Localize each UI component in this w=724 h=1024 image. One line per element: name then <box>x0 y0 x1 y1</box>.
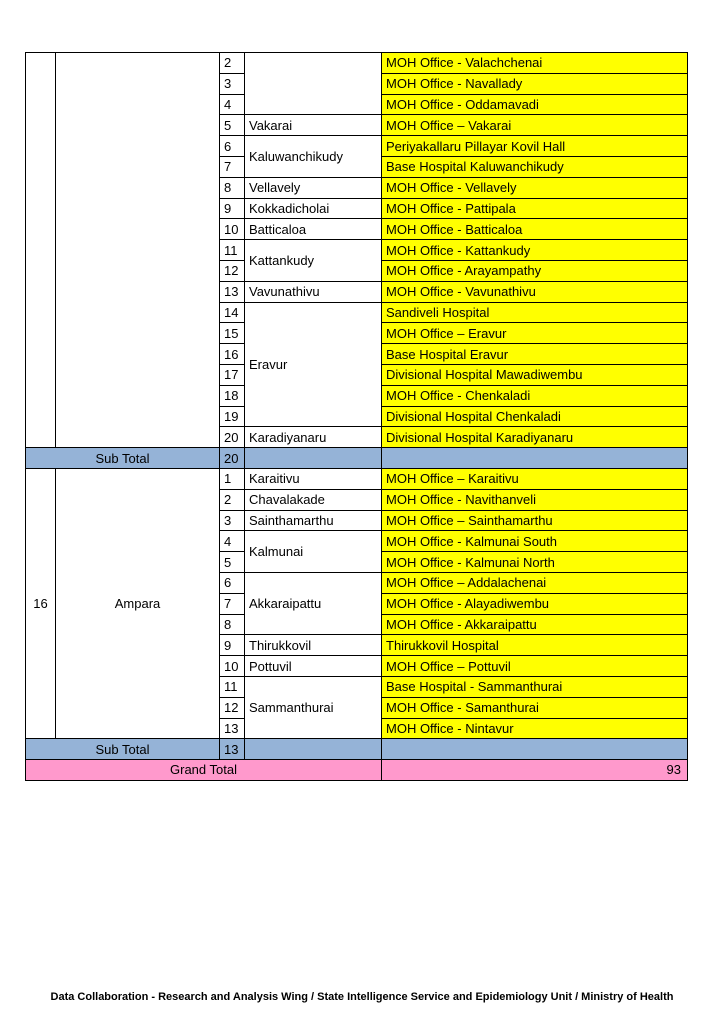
centre-name: Periyakallaru Pillayar Kovil Hall <box>382 136 688 157</box>
grand-total-value: 93 <box>382 760 688 781</box>
row-number: 14 <box>220 302 245 323</box>
district-cell <box>56 53 220 448</box>
district-cell: Ampara <box>56 468 220 738</box>
centre-name: Divisional Hospital Karadiyanaru <box>382 427 688 448</box>
moh-area: Sammanthurai <box>245 676 382 738</box>
row-number: 15 <box>220 323 245 344</box>
row-number: 10 <box>220 219 245 240</box>
centre-name: MOH Office - Valachchenai <box>382 53 688 74</box>
subtotal-value: 20 <box>220 448 245 469</box>
row-number: 2 <box>220 53 245 74</box>
row-number: 7 <box>220 593 245 614</box>
row-number: 20 <box>220 427 245 448</box>
row-number: 12 <box>220 697 245 718</box>
moh-area: Sainthamarthu <box>245 510 382 531</box>
district-no-cell <box>26 53 56 448</box>
row-number: 11 <box>220 240 245 261</box>
centre-name: MOH Office - Batticaloa <box>382 219 688 240</box>
subtotal-row <box>26 448 688 469</box>
moh-area: Kokkadicholai <box>245 198 382 219</box>
row-number: 8 <box>220 177 245 198</box>
vaccination-centres-table <box>25 52 688 781</box>
centre-name: MOH Office - Chenkaladi <box>382 385 688 406</box>
centre-name: MOH Office - Vavunathivu <box>382 281 688 302</box>
centre-name: MOH Office - Navithanveli <box>382 489 688 510</box>
subtotal-blank <box>382 739 688 760</box>
row-number: 13 <box>220 281 245 302</box>
centre-name: MOH Office – Sainthamarthu <box>382 510 688 531</box>
centre-name: Divisional Hospital Mawadiwembu <box>382 364 688 385</box>
row-number: 8 <box>220 614 245 635</box>
centre-name: MOH Office – Karaitivu <box>382 468 688 489</box>
centre-name: MOH Office - Kattankudy <box>382 240 688 261</box>
row-number: 12 <box>220 260 245 281</box>
centre-name: MOH Office – Addalachenai <box>382 572 688 593</box>
subtotal-label: Sub Total <box>26 739 220 760</box>
moh-area: Kaluwanchikudy <box>245 136 382 178</box>
centre-name: MOH Office - Oddamavadi <box>382 94 688 115</box>
subtotal-label: Sub Total <box>26 448 220 469</box>
subtotal-blank <box>382 448 688 469</box>
row-number: 19 <box>220 406 245 427</box>
centre-name: Divisional Hospital Chenkaladi <box>382 406 688 427</box>
centre-name: MOH Office – Vakarai <box>382 115 688 136</box>
centre-name: MOH Office - Alayadiwembu <box>382 593 688 614</box>
centre-name: MOH Office - Nintavur <box>382 718 688 739</box>
row-number: 6 <box>220 136 245 157</box>
centre-name: MOH Office - Samanthurai <box>382 697 688 718</box>
subtotal-value: 13 <box>220 739 245 760</box>
centre-name: Sandiveli Hospital <box>382 302 688 323</box>
centre-name: MOH Office - Arayampathy <box>382 260 688 281</box>
moh-area: Thirukkovil <box>245 635 382 656</box>
subtotal-row <box>26 739 688 760</box>
centre-name: MOH Office – Eravur <box>382 323 688 344</box>
centre-name: Base Hospital Kaluwanchikudy <box>382 156 688 177</box>
subtotal-blank <box>245 739 382 760</box>
row-number: 9 <box>220 635 245 656</box>
row-number: 7 <box>220 156 245 177</box>
centre-name: MOH Office - Kalmunai South <box>382 531 688 552</box>
moh-area: Chavalakade <box>245 489 382 510</box>
row-number: 10 <box>220 656 245 677</box>
centre-name: MOH Office - Kalmunai North <box>382 552 688 573</box>
moh-area: Karadiyanaru <box>245 427 382 448</box>
row-number: 4 <box>220 94 245 115</box>
moh-area: Kalmunai <box>245 531 382 573</box>
centre-name: MOH Office - Akkaraipattu <box>382 614 688 635</box>
moh-area: Eravur <box>245 302 382 427</box>
centre-name: Thirukkovil Hospital <box>382 635 688 656</box>
grand-total-row <box>26 760 688 781</box>
moh-area: Vakarai <box>245 115 382 136</box>
centre-name: MOH Office – Pottuvil <box>382 656 688 677</box>
row-number: 17 <box>220 364 245 385</box>
row-number: 5 <box>220 552 245 573</box>
centre-name: MOH Office - Navallady <box>382 73 688 94</box>
district-no-cell: 16 <box>26 468 56 738</box>
moh-area: Vavunathivu <box>245 281 382 302</box>
centre-name: MOH Office - Vellavely <box>382 177 688 198</box>
moh-area: Karaitivu <box>245 468 382 489</box>
row-number: 9 <box>220 198 245 219</box>
centre-name: Base Hospital Eravur <box>382 344 688 365</box>
row-number: 13 <box>220 718 245 739</box>
moh-area: Vellavely <box>245 177 382 198</box>
moh-area: Pottuvil <box>245 656 382 677</box>
row-number: 16 <box>220 344 245 365</box>
row-number: 1 <box>220 468 245 489</box>
moh-area: Kattankudy <box>245 240 382 282</box>
row-number: 3 <box>220 73 245 94</box>
row-number: 5 <box>220 115 245 136</box>
subtotal-blank <box>245 448 382 469</box>
row-number: 3 <box>220 510 245 531</box>
row-number: 11 <box>220 676 245 697</box>
moh-area <box>245 53 382 115</box>
page-footer: Data Collaboration - Research and Analysis Wing / State Intelligence Service and Epidemiology Unit / Ministry of Health <box>50 991 674 1003</box>
table-row <box>26 468 688 489</box>
centre-name: MOH Office - Pattipala <box>382 198 688 219</box>
moh-area: Batticaloa <box>245 219 382 240</box>
row-number: 6 <box>220 572 245 593</box>
row-number: 2 <box>220 489 245 510</box>
centre-name: Base Hospital - Sammanthurai <box>382 676 688 697</box>
row-number: 18 <box>220 385 245 406</box>
row-number: 4 <box>220 531 245 552</box>
moh-area: Akkaraipattu <box>245 572 382 634</box>
table-row <box>26 53 688 74</box>
grand-total-label: Grand Total <box>26 760 382 781</box>
